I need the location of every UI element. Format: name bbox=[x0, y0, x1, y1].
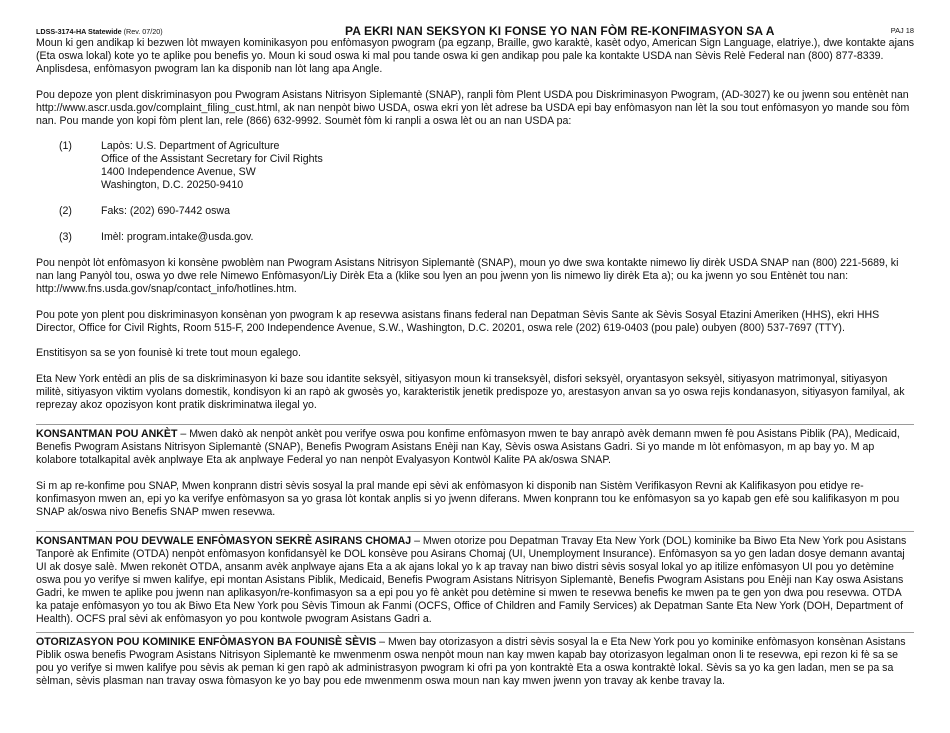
paragraph-hhs: Pou pote yon plent pou diskriminasyon konsènan yon pwogram k ap resevwa asistans finans federal nan Depatman Sèvis Sante ak Sèvis Sosyal Etazini Ameriken (HHS), ekri HHS Director, Office for Civil Rights, Room 515-F, 200 Independence Avenue, S.W., Washington, D.C. 20201, oswa rele (202) 619-0403 (pou pale) oubyen (800) 537-7697 (TTY). bbox=[36, 308, 880, 334]
contact-mail: (1) Lapòs: U.S. Department of Agriculture Office of the Assistant Secretary for Civil Rights 1400 Independence Avenue, SW Washington, D.C. 20250-9410 bbox=[59, 140, 323, 192]
section-provider-authorization: OTORIZASYON POU KOMINIKE ENFÒMASYON BA FOUNISÈ SÈVIS – Mwen bay otorizasyon a distri sèvis sosyal la e Eta New York pou yo kominike enfòmasyon konsènan Asistans Piblik oswa benefis Pwogram Asistans Nitrisyon Siplemantè ke mwenmenm oswa nenpòt moun nan kay mwen kapab bay otorizasyon legalman onon li te resevwa, epi rezon ki fè sa se pou yo verifye si mwen kalifye pou sèvis ak peman ki gen rapò ak administrasyon pwogram ki ofri pa yon kontraktè Eta a oswa kontraktè lokal. Sèvis sa yo ka gen ladan, men se pa sa sèlman, sèvis plasman nan travay oswa fòmasyon ke yo bay pou ede mwenmenm oswa moun nan kay mwen jwenn yon travay ak kenbe travay la. bbox=[36, 635, 906, 687]
paragraph-accessibility: Moun ki gen andikap ki bezwen lòt mwayen kominikasyon pou enfòmasyon pwogram (pa egzanp, Braille, gwo karaktè, kasèt odyo, American Sign Language, elatriye.), dwe kontakte ajans (Eta oswa lokal) kote yo te aplike pou benefis yo. Moun ki soud oswa ki mal pou tande oswa ki gen andikap pou pale ka kontakte USDA nan Sèvis Relè Federal nan (800) 877-8339. Anplisdesa, enfòmasyon pwogram lan ka disponib nan lòt lang apa Angle. bbox=[36, 37, 915, 75]
section-title: KONSANTMAN POU ANKÈT bbox=[36, 428, 178, 441]
section-ui-consent: KONSANTMAN POU DEVWALE ENFÒMASYON SEKRÈ ASIRANS CHOMAJ – Mwen otorize pou Depatman Travay Eta New York (DOL) kominike ba Biwo Eta New York pou Asistans Tanporè ak Enfimite (OTDA) nenpòt enfòmasyon konfidansyèl ke DOL konsève pou Asirans Chomaj (UI, Unemployment Insurance). Enfòmasyon sa yo gen ladan dosye demann avantaj UI ak dosye salè. Mwen rekonèt OTDA, ansanm avèk anplwaye ajans Eta a ak ajans lokal yo k ap travay nan biwo distri sèvis sosyal lokal yo ap itilize enfòmasyon UI pou yo detèmine oswa pou yo verifye si mwen kalifye, epi montan Asistans Piblik, Medicaid, Benefis Pwogram Asistans Nitrisyon Siplemantè, Benefis Pwogram Asistans pou Enèji nan Kay oswa Asistans Gadri, ke mwen te aplike pou jwenn nan aplikasyon/re-konfimasyon sa a epi pou yo fè ankèt pou detèmine si mwen te resevwa benefis ke mwen pa te gen yon dwa pou resevwa. OTDA ka pataje enfòmasyon yo tou ak Biwo Eta New York pou Sèvis Timoun ak Fanmi (OCFS, Office of Children and Family Services) ak Depatman Sante Eta New York (DOH, Department of Health). OCFS pral sèvi ak enfòmasyon yo pou kontwole pwogram Asistans Gadri a. bbox=[36, 535, 907, 625]
paragraph-complaint: Pou depoze yon plent diskriminasyon pou Pwogram Asistans Nitrisyon Siplemantè (SNAP), ranpli fòm Plent USDA pou Diskriminasyon Pwogram, (AD-3027) ke ou jwenn sou entènèt nan http://www.ascr.usda.gov/complaint_filing_cust.html, ak nan nenpòt biwo USDA, oswa ekri yon lèt adrese ba USDA epi bay enfòmasyon nan lèt la sou tout enfòmasyon yo mande sou fòm nan. Pou mande yon kopi fòm plent lan, rele (866) 632-9992. Soumèt fòm ki ranpli a oswa lèt ou an nan USDA pa: bbox=[36, 88, 910, 127]
contact-list bbox=[59, 140, 914, 243]
section-inquiry-consent: KONSANTMAN POU ANKÈT – Mwen dakò ak nenpòt ankèt pou verifye oswa pou konfime enfòmasyon mwen te bay anrapò avèk demann mwen fè pou Asistans Piblik (PA), Medicaid, Benefis Pwogram Asistans Nitrisyon Siplemantè (SNAP), Benefis Pwogram Asistans Enèji nan Kay, Sèvis oswa Asistans Gadri. Si yo mande m lòt enfòmasyon, m ap bay yo. M ap kolabore totalkapital avèk anplwaye Eta ak anplwaye Federal yo nan nenpòt Evalyasyon Kontwòl Kalite PA ak/oswa SNAP. bbox=[36, 428, 900, 466]
page-title: PA EKRI NAN SEKSYON KI FONSE YO NAN FÒM RE-KONFIMASYON SA A bbox=[345, 24, 775, 38]
form-id: LDSS-3174-HA Statewide (Rev. 07/20) bbox=[36, 27, 163, 36]
paragraph-equal-provider: Enstitisyon sa se yon founisè ki trete tout moun egalego. bbox=[36, 347, 301, 360]
paragraph-snap-hotline: Pou nenpòt lòt enfòmasyon ki konsène pwoblèm nan Pwogram Asistans Nitrisyon Siplemantè (SNAP), moun yo dwe swa kontakte nimewo liy dirèk USDA SNAP nan (800) 221-5689, ki nan lang Panyòl tou, oswa yo dwe rele Nimewo Enfòmasyon/Liy Dirèk Eta a (klike sou lyen an pou jwenn yon lis nimewo liy dirèk Eta a); ou ka jwenn yo sou Entènèt tou nan: http://www.fns.usda.gov/snap/contact_info/hotlines.htm. bbox=[36, 256, 899, 295]
page-header bbox=[36, 24, 914, 38]
document-body bbox=[36, 37, 914, 687]
section-title: OTORIZASYON POU KOMINIKE ENFÒMASYON BA FOUNISÈ SÈVIS bbox=[36, 635, 377, 648]
form-revision: (Rev. 07/20) bbox=[123, 27, 163, 36]
contact-email: (3) Imèl: program.intake@usda.gov. bbox=[59, 230, 254, 243]
contact-fax: (2) Faks: (202) 690-7442 oswa bbox=[59, 205, 230, 218]
paragraph-nys-discrimination: Eta New York entèdi an plis de sa diskriminasyon ki baze sou idantite seksyèl, sitiyasyon moun ki transeksyèl, disfori seksyèl, oryantasyon seksyèl, sitiyasyon matrimonyal, sitiyasyon militè, sitiyasyon viktim vyolans domestik, kondisyon ki an rapò ak gwosès yo, karakteristik jenetik predispoze yo, arestasyon anvan sa yo oswa rejis kondanasyon, sitiyasyon familyal, ak reprezay akoz opozisyon kont pratik diskriminatwa ilegal yo. bbox=[36, 373, 905, 412]
section-inquiry-consent-2: Si m ap re-konfime pou SNAP, Mwen konprann distri sèvis sosyal la pral mande epi sèvi ak enfòmasyon ki disponib nan Sistèm Verifikasyon Revni ak Kalifikasyon pou etidye re-konfimasyon mwen an, epi yo ka verifye enfòmasyon sa yo grasa lòt kontak anplis si yo jwenn diferans. Mwen konprann tou ke enfòmasyon sa yo kapab gen efè sou kalifikasyon m pou SNAP ak/oswa nivo Benefis SNAP mwen resevwa. bbox=[36, 479, 900, 518]
section-title: KONSANTMAN POU DEVWALE ENFÒMASYON SEKRÈ ASIRANS CHOMAJ bbox=[36, 535, 412, 548]
page-number: PAJ 18 bbox=[890, 26, 914, 35]
